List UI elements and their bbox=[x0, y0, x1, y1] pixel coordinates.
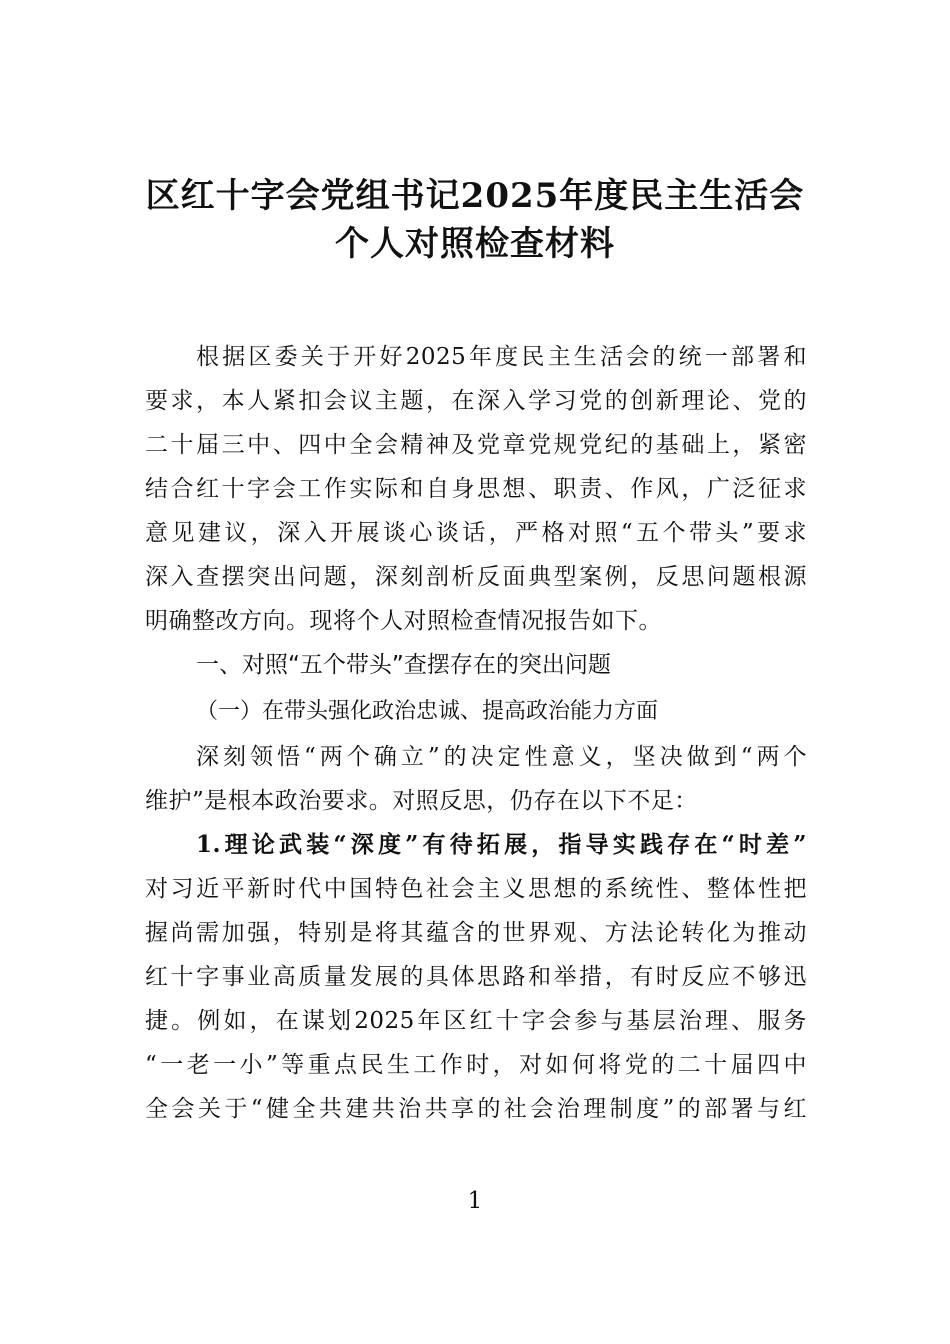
paragraph-line: 深入查摆突出问题，深刻剖析反面典型案例，反思问题根源 bbox=[145, 564, 807, 590]
paragraph-line: 明确整改方向。现将个人对照检查情况报告如下。 bbox=[145, 608, 662, 634]
paragraph-line: 红十字事业高质量发展的具体思路和举措，有时反应不够迅 bbox=[145, 964, 807, 990]
paragraph-line: 维护”是根本政治要求。对照反思，仍存在以下不足： bbox=[145, 788, 698, 814]
subsection-heading: （一）在带头强化政治忠诚、提高政治能力方面 bbox=[196, 699, 659, 724]
bold-item-heading: 1.理论武装“深度”有待拓展，指导实践存在“时差” bbox=[196, 831, 807, 858]
paragraph-line: 深刻领悟“两个确立”的决定性意义，坚决做到“两个 bbox=[196, 744, 807, 770]
paragraph-line: 根据区委关于开好2025年度民主生活会的统一部署和 bbox=[196, 344, 807, 370]
page-number: 1 bbox=[467, 1188, 483, 1214]
paragraph-line: 全会关于“健全共建共治共享的社会治理制度”的部署与红 bbox=[145, 1096, 807, 1122]
document-title-line-2: 个人对照检查材料 bbox=[335, 224, 615, 264]
paragraph-line: 对习近平新时代中国特色社会主义思想的系统性、整体性把 bbox=[145, 876, 807, 902]
paragraph-line: 握尚需加强，特别是将其蕴含的世界观、方法论转化为推动 bbox=[145, 920, 807, 946]
section-heading: 一、对照“五个带头”查摆存在的突出问题 bbox=[196, 652, 611, 678]
paragraph-line: 捷。例如，在谋划2025年区红十字会参与基层治理、服务 bbox=[145, 1008, 807, 1034]
paragraph-line: 二十届三中、四中全会精神及党章党规党纪的基础上，紧密 bbox=[145, 432, 807, 458]
paragraph-line: “一老一小”等重点民生工作时，对如何将党的二十届四中 bbox=[145, 1052, 807, 1078]
paragraph-line: 结合红十字会工作实际和自身思想、职责、作风，广泛征求 bbox=[145, 476, 807, 502]
document-title-line-1: 区红十字会党组书记2025年度民主生活会 bbox=[145, 176, 805, 216]
paragraph-line: 意见建议，深入开展谈心谈话，严格对照“五个带头”要求 bbox=[145, 520, 807, 546]
paragraph-line: 要求，本人紧扣会议主题，在深入学习党的创新理论、党的 bbox=[145, 388, 807, 414]
